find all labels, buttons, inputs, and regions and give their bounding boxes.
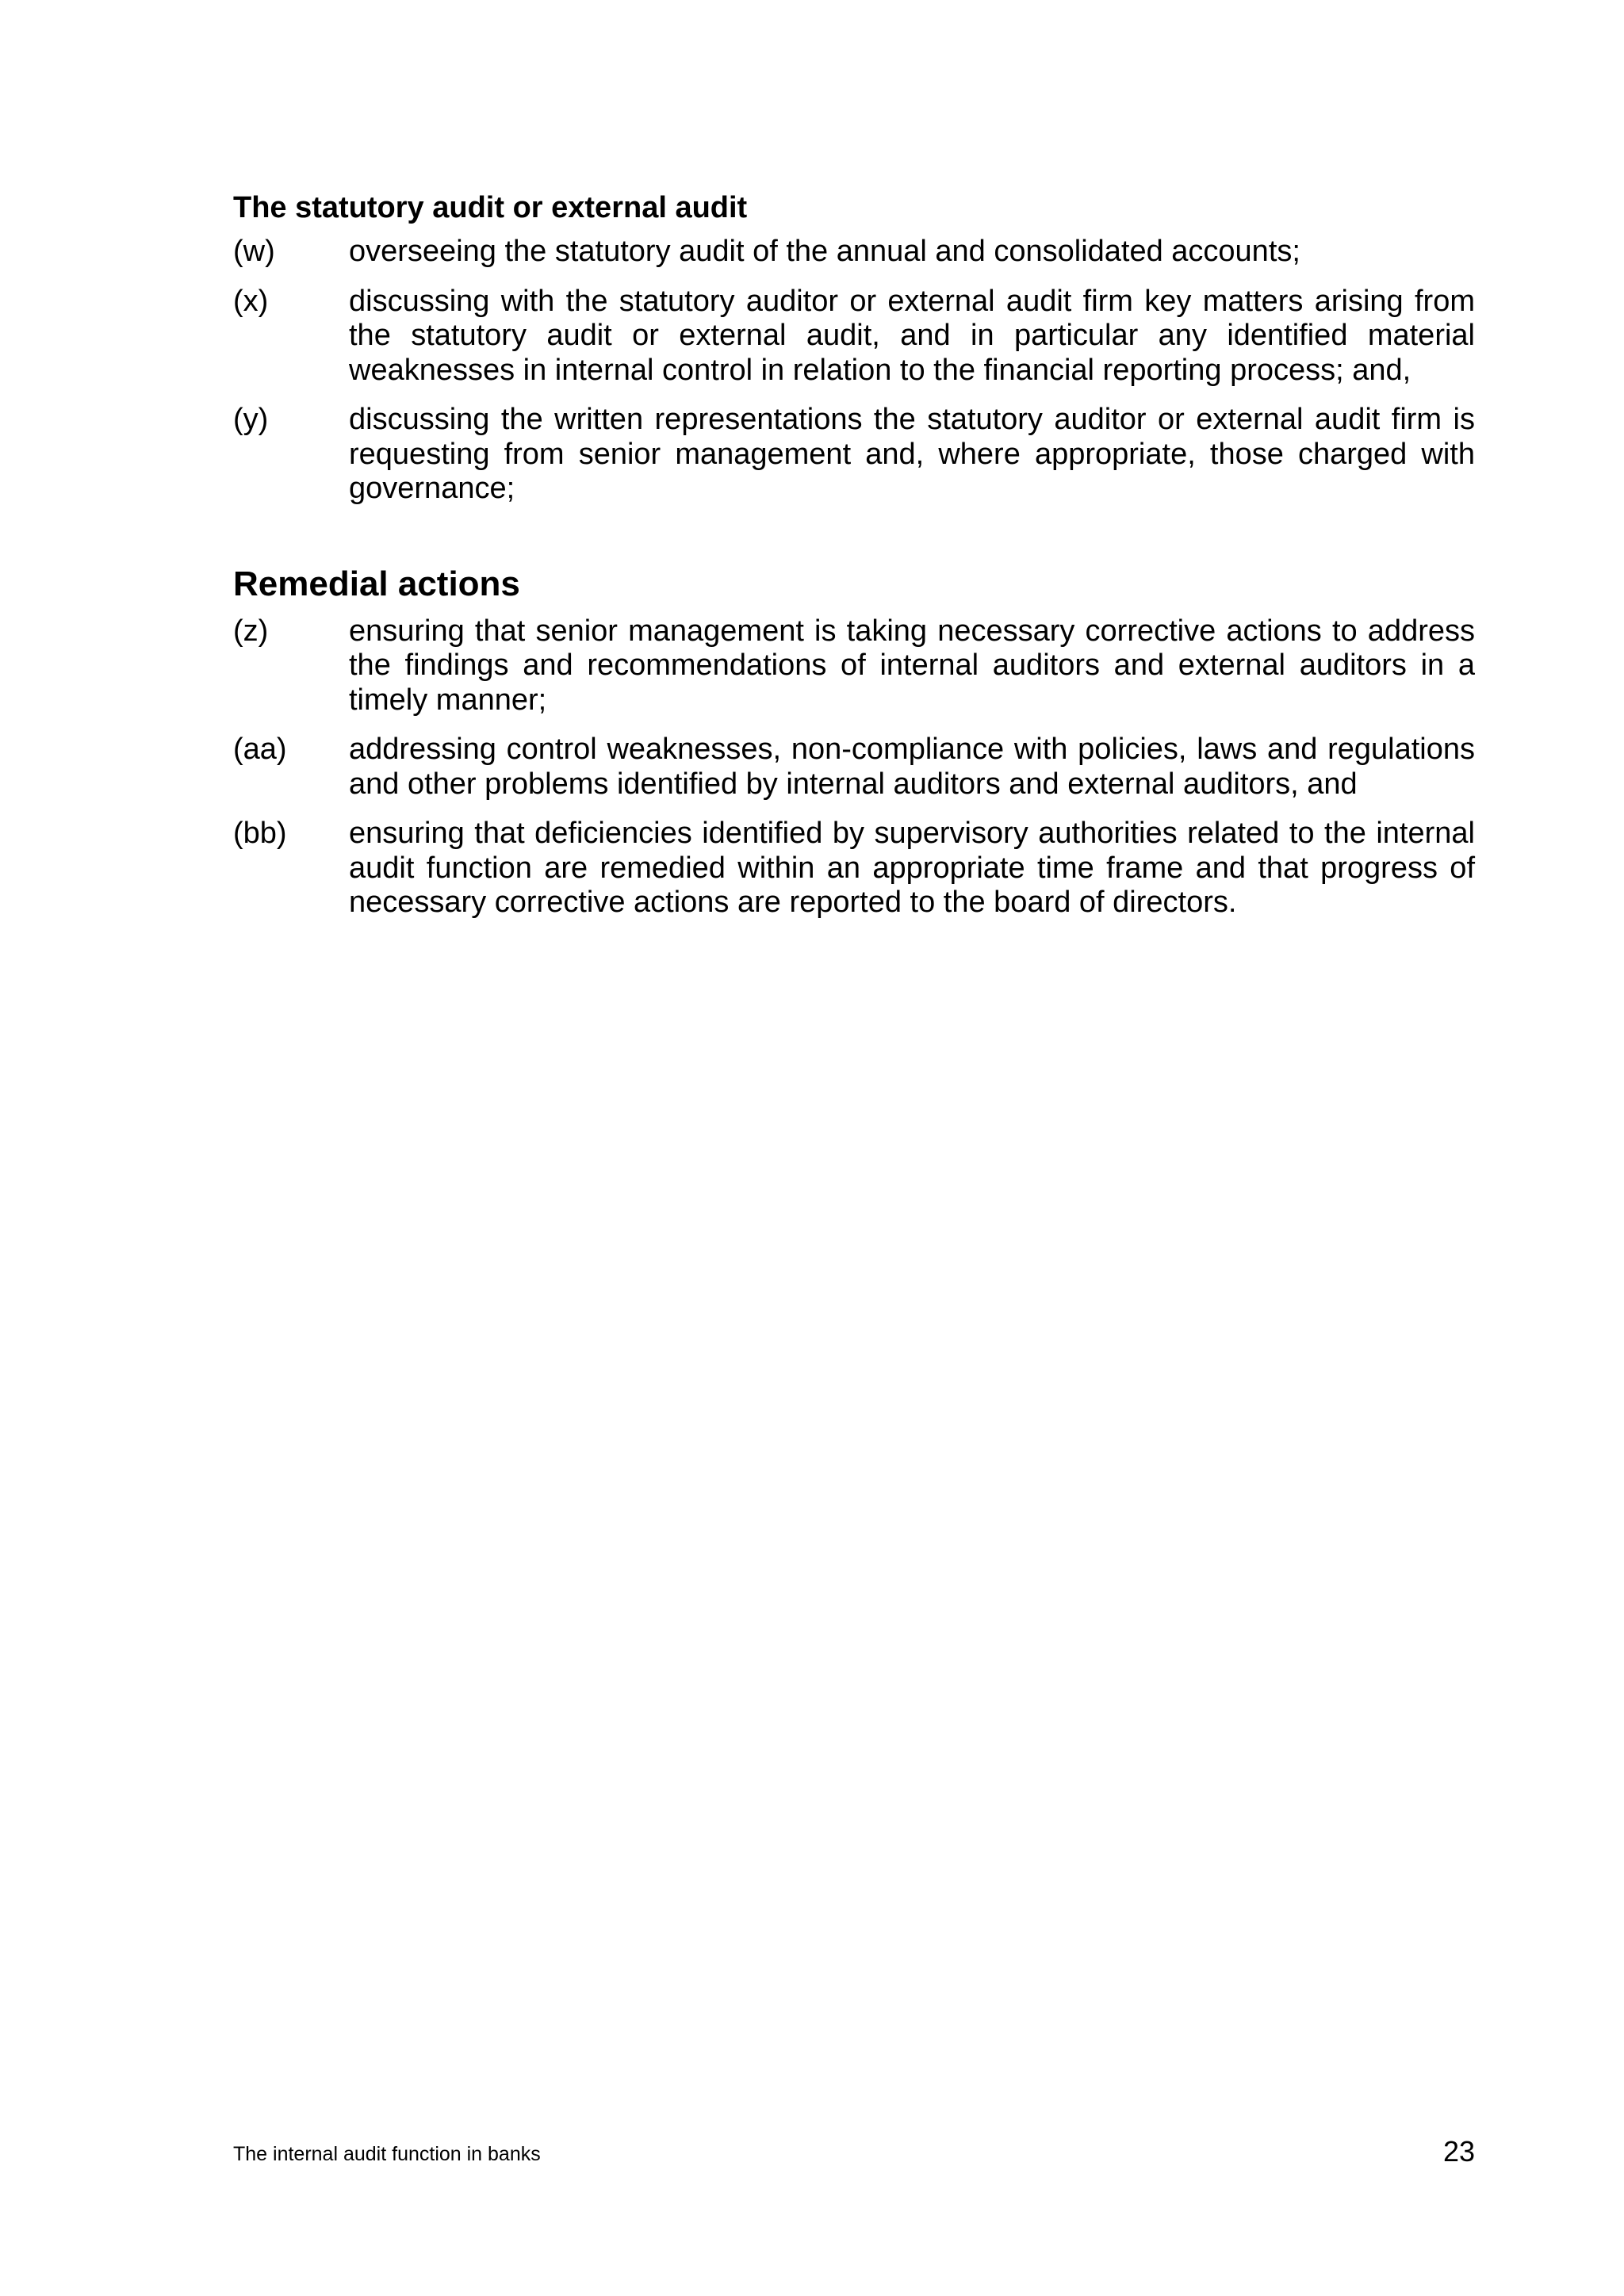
list-item-text: discussing the written representations the statutory auditor or external audit firm is requesting from senior management and, where appropriate, those charged with governance;	[349, 403, 1475, 505]
list-item-text: overseeing the statutory audit of the annual and consolidated accounts;	[349, 235, 1300, 268]
list-item-aa	[233, 733, 1475, 802]
list-item-x	[233, 285, 1475, 388]
list-item-text: addressing control weaknesses, non-compliance with policies, laws and regulations and other problems identified by internal auditors and external auditors, and	[349, 733, 1475, 801]
list-marker: (x)	[233, 284, 269, 318]
list-marker: (z)	[233, 614, 269, 648]
list-marker: (bb)	[233, 817, 287, 850]
list-item-text: ensuring that deficiencies identified by supervisory authorities related to the internal audit function are remedied within an appropriate time frame and that progress of necessary corrective actions are reported to the board of directors.	[349, 817, 1475, 919]
list-marker: (y)	[233, 403, 269, 436]
list-item-y	[233, 403, 1475, 507]
list-item-text: ensuring that senior management is taking necessary corrective actions to address the findings and recommendations of internal auditors and external auditors in a timely manner;	[349, 614, 1475, 717]
list-item-z	[233, 614, 1475, 718]
section-heading-remedial-actions: Remedial actions	[233, 564, 520, 603]
list-item-text: discussing with the statutory auditor or external audit firm key matters arising from the statutory audit or external audit, and in particular any identified material weaknesses in internal control in relation to the financial reporting process; and,	[349, 284, 1475, 387]
page-content	[233, 190, 1475, 936]
list-item-bb	[233, 817, 1475, 920]
list-marker: (aa)	[233, 733, 287, 766]
list-marker: (w)	[233, 235, 275, 268]
section-heading-statutory-audit: The statutory audit or external audit	[233, 191, 748, 224]
page-number: 23	[1442, 2135, 1475, 2168]
list-item-w	[233, 235, 1475, 270]
footer-title: The internal audit function in banks	[233, 2143, 541, 2165]
